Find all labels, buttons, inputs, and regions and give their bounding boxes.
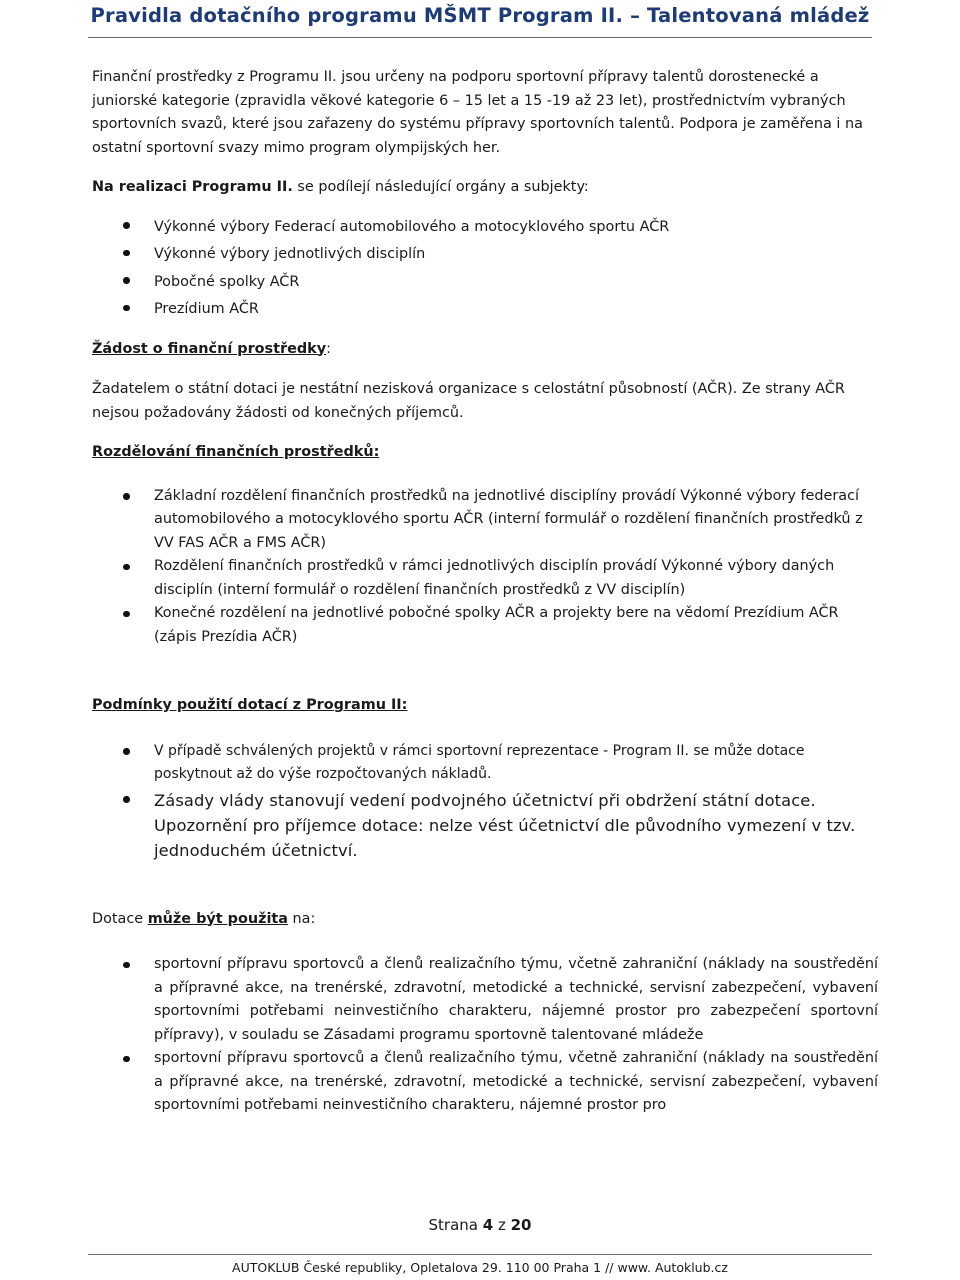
page-header: [0, 0, 960, 38]
list-item: Pobočné spolky AČR: [92, 269, 878, 297]
list-item: sportovní přípravu sportovců a členů realizačního týmu, včetně zahraniční (náklady na soustředění a přípravné akce, na trenérské, zdravotní, metodické a technické, servisní zabezpečení, vybavení sportovními potřebami neinvestičního charakteru, nájemné prostor pro zabezpečení sportovní přípravy), v souladu se Zásadami programu sportovně talentované mládeže: [92, 953, 878, 1047]
rozdelovani-list: [92, 485, 878, 650]
dotace-heading: [92, 908, 878, 932]
realizace-heading-bold: Na realizaci Programu II.: [92, 179, 293, 195]
dotace-heading-pre: Dotace: [92, 910, 148, 927]
dotace-list: [92, 953, 878, 1118]
zadost-paragraph: Žadatelem o státní dotaci je nestátní nezisková organizace s celostátní působností (AČR). Ze strany AČR nejsou požadovány žádosti od konečných příjemců.: [92, 381, 845, 421]
list-item: Výkonné výbory Federací automobilového a motocyklového sportu AČR: [92, 214, 878, 242]
document-title: Pravidla dotačního programu MŠMT Program II. – Talentovaná mládež: [90, 4, 870, 27]
realizace-list: [92, 214, 878, 324]
page-label: Strana: [428, 1216, 483, 1234]
document-body: [92, 66, 878, 1118]
zadost-heading-text: Žádost o finanční prostředky: [92, 340, 327, 357]
zadost-heading-suffix: :: [326, 340, 331, 357]
list-item: V případě schválených projektů v rámci sportovní reprezentace - Program II. se může dotace poskytnout až do výše rozpočtovaných nákladů.: [92, 740, 878, 786]
podminky-heading: Podmínky použití dotací z Programu II:: [92, 697, 408, 713]
footer-divider: [88, 1254, 872, 1255]
list-item: Základní rozdělení finančních prostředků na jednotlivé disciplíny provádí Výkonné výbory federací automobilového a motocyklového sportu AČR (interní formulář o rozdělení finančních prostředků z VV FAS AČR a FMS AČR): [92, 485, 878, 556]
list-item: Výkonné výbory jednotlivých disciplín: [92, 241, 878, 269]
zadost-heading: [92, 338, 878, 362]
intro-paragraph: Finanční prostředky z Programu II. jsou určeny na podporu sportovní přípravy talentů dorostenecké a juniorské kategorie (zpravidla věkové kategorie 6 – 15 let a 15 -19 až 23 let), prostřednictvím vybraných sportovních svazů, které jsou zařazeny do systému přípravy sportovních talentů. Podpora je zaměřena i na ostatní sportovní svazy mimo program olympijských her.: [92, 69, 863, 156]
footer-contact: AUTOKLUB České republiky, Opletalova 29. 110 00 Praha 1 // www. Autoklub.cz: [232, 1260, 728, 1275]
list-item: Konečné rozdělení na jednotlivé pobočné spolky AČR a projekty bere na vědomí Prezídium AČR (zápis Prezídia AČR): [92, 602, 878, 649]
page-number: [0, 1216, 960, 1234]
list-item: Rozdělení finančních prostředků v rámci jednotlivých disciplín provádí Výkonné výbory daných disciplín (interní formulář o rozdělení finančních prostředků z VV disciplín): [92, 555, 878, 602]
page-current: 4: [482, 1216, 494, 1234]
page-total: 20: [510, 1216, 532, 1234]
header-divider: [88, 37, 872, 38]
rozdelovani-heading: Rozdělování finančních prostředků:: [92, 444, 380, 460]
realizace-heading-rest: se podílejí následující orgány a subjekty:: [292, 179, 589, 195]
dotace-heading-bold: může být použita: [147, 910, 288, 927]
realizace-heading: [92, 176, 878, 200]
page-of: z: [493, 1216, 511, 1234]
podminky-list: [92, 740, 878, 863]
list-item: Prezídium AČR: [92, 296, 878, 324]
list-item: sportovní přípravu sportovců a členů realizačního týmu, včetně zahraniční (náklady na soustředění a přípravné akce, na trenérské, zdravotní, metodické a technické, servisní zabezpečení, vybavení sportovními potřebami neinvestičního charakteru, nájemné prostor pro: [92, 1047, 878, 1118]
list-item: Zásady vlády stanovují vedení podvojného účetnictví při obdržení státní dotace. Upozornění pro příjemce dotace: nelze vést účetnictví dle původního vymezení v tzv. jednoduchém účetnictví.: [92, 788, 878, 863]
dotace-heading-post: na:: [287, 910, 316, 927]
